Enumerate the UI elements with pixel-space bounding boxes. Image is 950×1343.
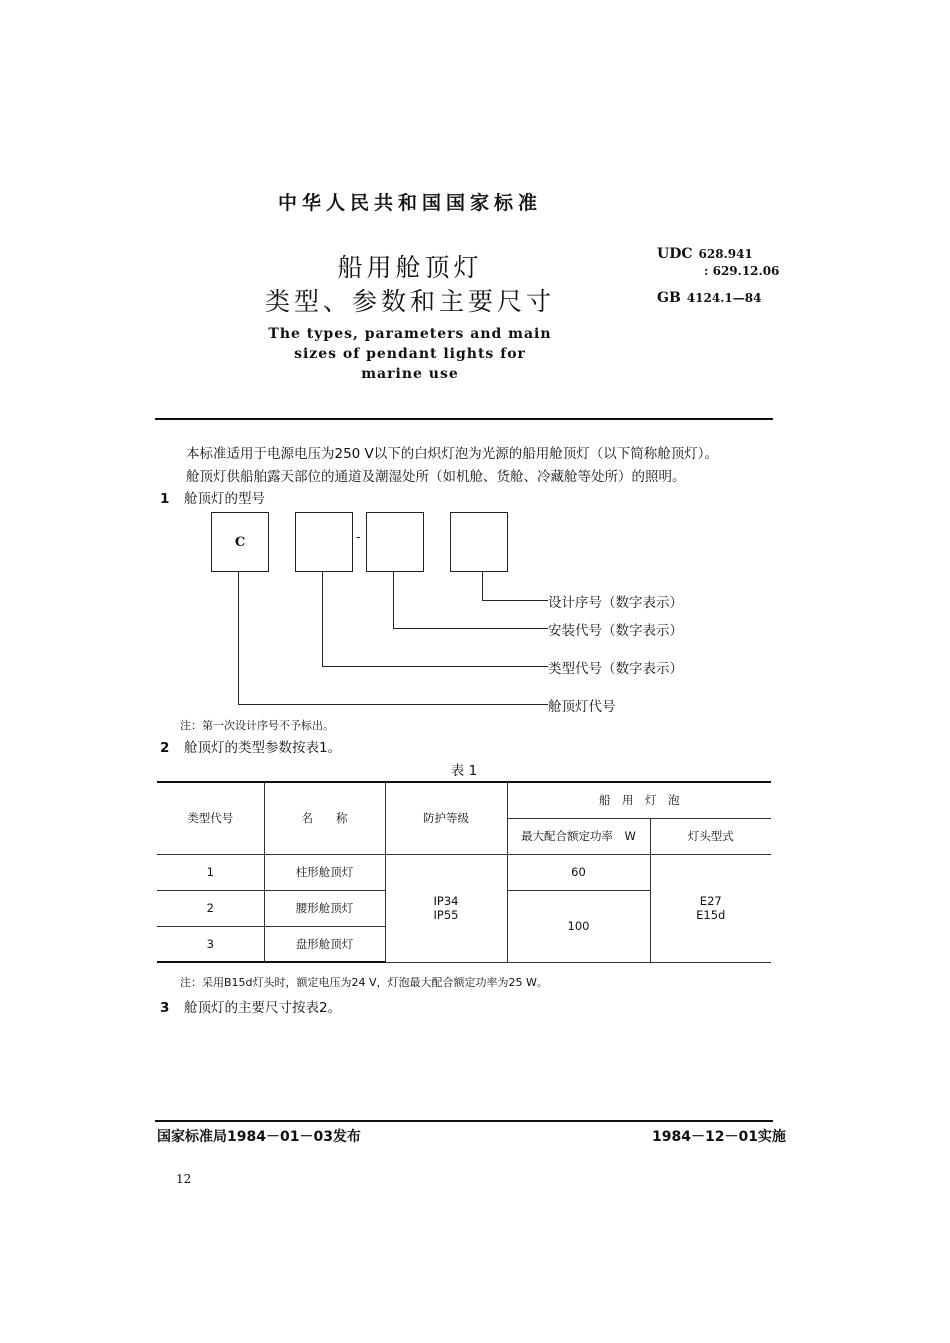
udc-value-2: : 629.12.06 <box>704 264 780 278</box>
code-box-design <box>450 512 508 572</box>
document-title-line2: 类型、参数和主要尺寸 <box>264 287 555 316</box>
connector-lamp-h <box>238 704 548 705</box>
connector-install-v <box>393 572 394 629</box>
diagram-note: 注：第一次设计序号不予标出。 <box>180 719 334 732</box>
section-title: 舱顶灯的类型参数按表1。 <box>184 740 342 756</box>
cell-max-power: 60 <box>507 854 650 890</box>
connector-design-v <box>482 572 483 601</box>
cap-value: E15d <box>696 908 726 922</box>
section-number: 1 <box>160 491 170 507</box>
cell-name: 柱形舱顶灯 <box>264 854 385 890</box>
english-title-line3: marine use <box>361 366 459 382</box>
cell-protection <box>385 854 507 962</box>
table-caption: 表 1 <box>450 763 478 779</box>
section-title: 舱顶灯的主要尺寸按表2。 <box>184 1000 342 1016</box>
header-name: 名 称 <box>264 782 385 854</box>
header-protection: 防护等级 <box>385 782 507 854</box>
connector-lamp-v <box>238 572 239 705</box>
code-box-lamp <box>211 512 269 572</box>
section-number: 3 <box>160 1000 170 1016</box>
label-type-code: 类型代号（数字表示） <box>548 661 683 677</box>
udc-value-1: 628.941 <box>698 247 753 261</box>
code-box-type <box>295 512 353 572</box>
header-marine-bulb: 船 用 灯 泡 <box>507 782 771 818</box>
cell-name: 腰形舱顶灯 <box>264 890 385 926</box>
cell-type-code: 3 <box>157 926 264 962</box>
section-number: 2 <box>160 740 170 756</box>
udc-label: UDC <box>657 246 693 262</box>
gb-label: GB <box>657 290 681 306</box>
cell-cap-type <box>650 854 771 962</box>
effective-date: 1984－12－01实施 <box>652 1129 786 1145</box>
scope-paragraph: 本标准适用于电源电压为250 V以下的白炽灯泡为光源的船用舱顶灯（以下简称舱顶灯）。 <box>186 446 719 462</box>
protection-value: IP34 <box>433 894 459 908</box>
section-3-heading <box>160 996 341 1016</box>
code-box-letter: C <box>234 535 246 550</box>
table-row <box>157 854 771 890</box>
label-lamp-code: 舱顶灯代号 <box>548 699 616 715</box>
issue-date: 国家标准局1984－01－03发布 <box>157 1129 361 1145</box>
code-box-install <box>366 512 424 572</box>
connector-type-h <box>322 666 548 667</box>
section-title: 舱顶灯的型号 <box>184 491 265 507</box>
connector-design-h <box>482 600 548 601</box>
type-parameter-table <box>157 781 771 963</box>
table-note: 注：采用B15d灯头时，额定电压为24 V，灯泡最大配合额定功率为25 W。 <box>180 976 548 989</box>
cell-max-power: 100 <box>507 890 650 962</box>
gb-value: 4124.1—84 <box>686 291 762 305</box>
label-design-sequence: 设计序号（数字表示） <box>548 595 683 611</box>
cell-type-code: 1 <box>157 854 264 890</box>
header-max-power: 最大配合额定功率 W <box>507 818 650 854</box>
connector-type-v <box>322 572 323 667</box>
protection-value: IP55 <box>433 908 459 922</box>
code-dash: - <box>356 530 361 545</box>
section-2-heading <box>160 736 341 756</box>
cap-value: E27 <box>699 894 722 908</box>
cell-name: 盘形舱顶灯 <box>264 926 385 962</box>
label-install-code: 安装代号（数字表示） <box>548 623 683 639</box>
udc-code <box>657 246 753 262</box>
page-number: 12 <box>176 1172 192 1186</box>
section-1-heading <box>160 487 265 507</box>
gb-number <box>657 290 761 306</box>
english-title-line1: The types, parameters and main <box>268 326 552 342</box>
header-cap-type: 灯头型式 <box>650 818 771 854</box>
usage-paragraph: 舱顶灯供船舶露天部位的通道及潮湿处所（如机舱、货舱、冷藏舱等处所）的照明。 <box>186 469 686 485</box>
standard-org-title: 中华人民共和国国家标准 <box>277 192 542 214</box>
footer-divider <box>155 1120 773 1122</box>
header-type-code: 类型代号 <box>157 782 264 854</box>
document-title-line1: 船用舱顶灯 <box>337 253 483 282</box>
english-title-line2: sizes of pendant lights for <box>294 346 526 362</box>
cell-type-code: 2 <box>157 890 264 926</box>
connector-install-h <box>393 628 548 629</box>
header-divider <box>155 418 773 420</box>
